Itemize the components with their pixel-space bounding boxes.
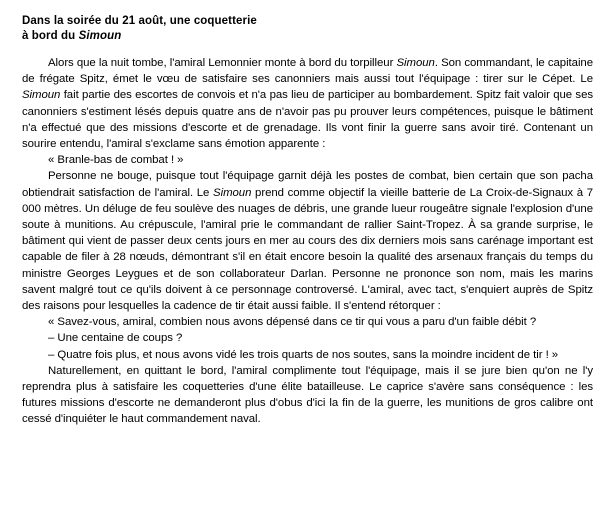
paragraph-1-run-5: fait partie des escortes de convois et n'a pas lieu de participer au bombardement. Spitz fait valoir que ses canonniers s'estiment lésés depuis quatre ans de n'avoir pas pu prouver leurs compétences, puisque le bâtiment n'a effectué que des missions d'escorte et de grenadage. Ils vont finir la guerre sans avoir tiré. Contenant un sourire entendu, l'amiral s'exclame sans émotion apparente : — [22, 89, 593, 151]
paragraph-3-run-1: Personne ne bouge, puisque tout l'équipage garnit déjà les postes de combat, bien certain que son pacha obtiendrait satisfaction de l'amiral. Le — [22, 170, 593, 199]
paragraph-7-run-1: Naturellement, en quittant le bord, l'amiral complimente tout l'équipage, mais il se jure bien qu'on ne l'y reprendra plus à satisfaire les coquetteries d'une élite batailleuse. Le caprice s'avère sans conséquence : les futures missions d'escorte ne demanderont plus d'obus d'ici la fin de la guerre, les munitions de gros calibre ont cessé d'inquiéter le haut commandement naval. — [22, 364, 593, 426]
paragraph-2 — [22, 152, 593, 168]
paragraph-6-run-1: – Quatre fois plus, et nous avons vidé les trois quarts de nos soutes, sans la moindre incident de tir ! » — [48, 348, 559, 361]
page-title-line-1: Dans la soirée du 21 août, une coquetterie — [22, 15, 257, 27]
paragraph-1-run-3: . Son commandant, le capitaine de frégate Spitz, émet le vœu de satisfaire ses canonniers mais aussi tout l'équipage : tirer sur le Cépet. Le — [22, 57, 593, 86]
paragraph-7 — [22, 363, 593, 428]
page-title-ship-name: Simoun — [78, 30, 122, 42]
document-body — [22, 55, 593, 428]
paragraph-3-run-3: prend comme objectif la vieille batterie de La Croix-de-Signaux à 7 000 mètres. Un déluge de feu soulève des nuages de débris, une grande lueur rougeâtre signale l'explosion d'une soute à munitions. Au crépuscule, l'amiral prie le commandant de rallier Saint-Tropez. À sa grande surprise, le bâtiment qui vient de passer deux cents jours en mer au cours des dix derniers mois sans carénage important est capable de filer à 28 nœuds, démontrant s'il en était encore besoin la qualité des arsenaux français du temps du ministre Georges Leygues et de son collaborateur Darlan. Personne ne prononce son nom, mais les marins savent malgré tout ce qu'ils doivent à ce personnage controversé. L'amiral, avec tact, s'enquiert auprès de Spitz des raisons pour lesquelles la cadence de tir était aussi faible. Il s'entend rétorquer : — [22, 186, 594, 313]
paragraph-2-run-1: « Branle-bas de combat ! » — [48, 154, 184, 167]
paragraph-6 — [22, 347, 593, 363]
paragraph-5 — [22, 330, 593, 346]
paragraph-5-run-1: – Une centaine de coups ? — [48, 332, 183, 345]
paragraph-4-run-1: « Savez-vous, amiral, combien nous avons dépensé dans ce tir qui vous a paru d'un faible débit ? — [48, 316, 537, 329]
page-title-line-2 — [22, 29, 593, 44]
page-title-line-2-prefix: à bord du — [22, 30, 79, 42]
paragraph-1-run-1: Alors que la nuit tombe, l'amiral Lemonnier monte à bord du torpilleur — [48, 57, 397, 69]
paragraph-3-run-2: Simoun — [213, 186, 252, 199]
paragraph-4 — [22, 314, 593, 330]
paragraph-1 — [22, 55, 593, 152]
page-title — [22, 14, 593, 44]
paragraph-1-run-4: Simoun — [22, 89, 61, 102]
paragraph-3 — [22, 168, 593, 314]
paragraph-1-run-2: Simoun — [396, 57, 435, 69]
